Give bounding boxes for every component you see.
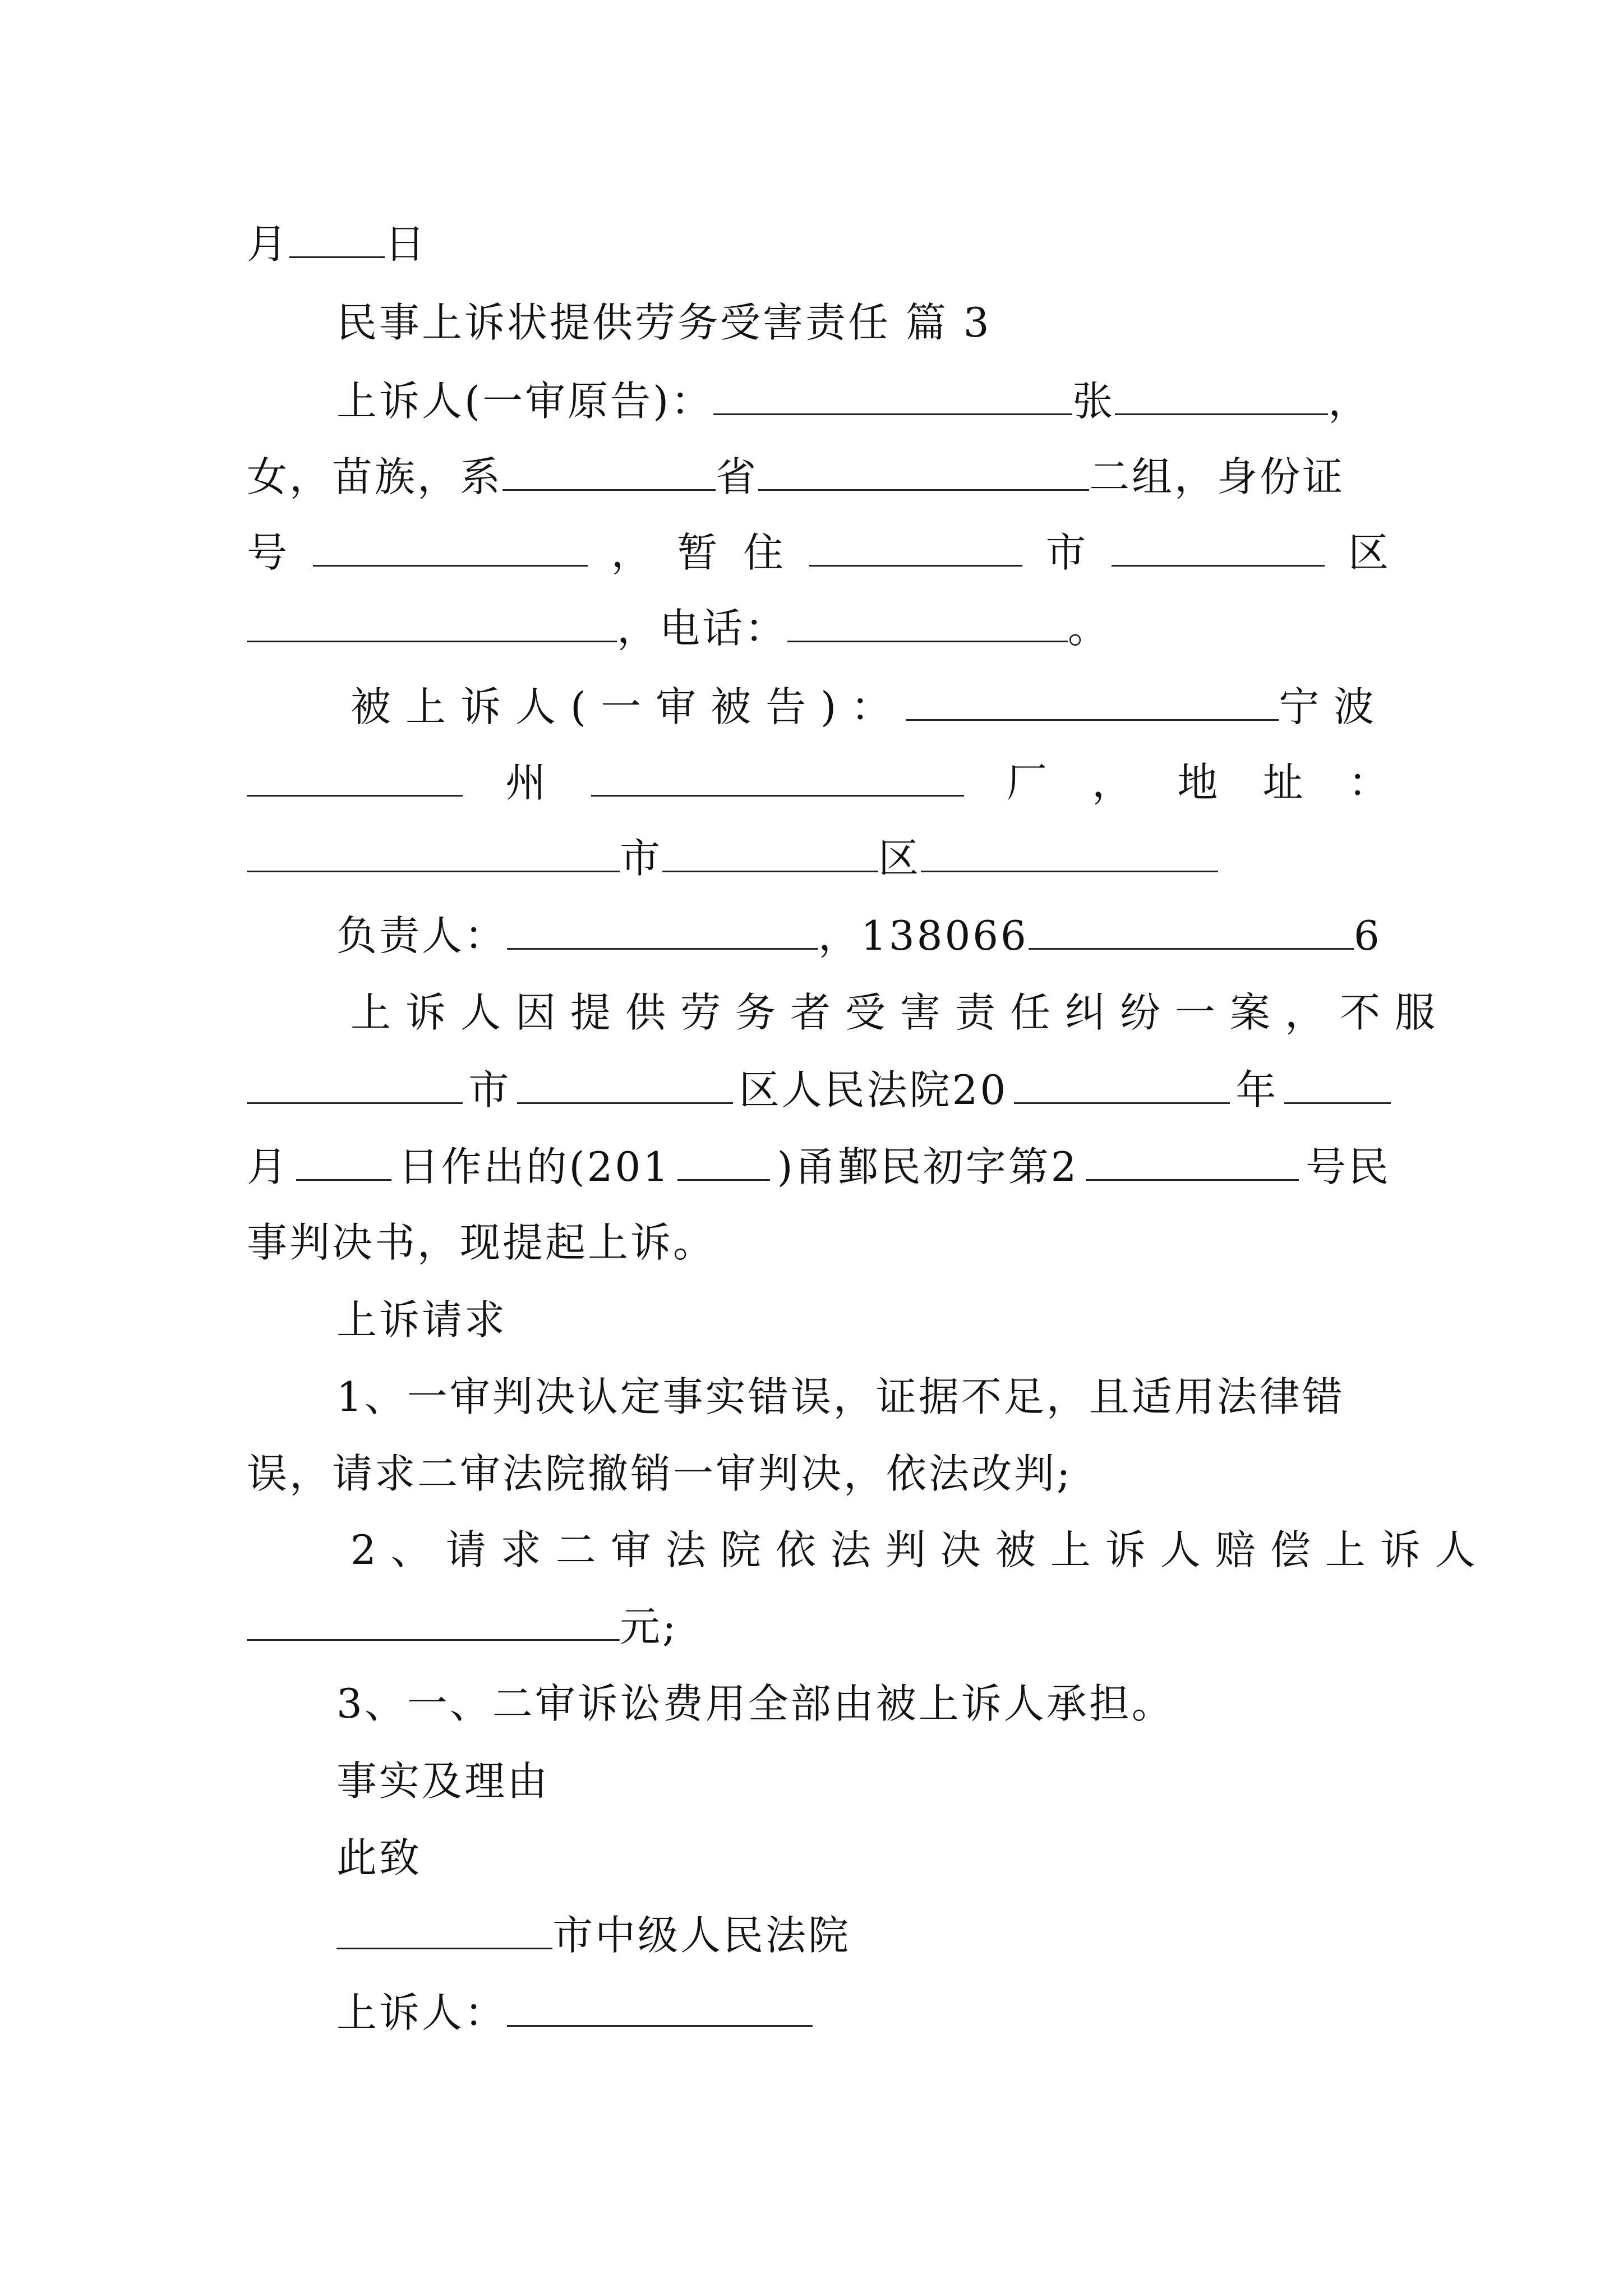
text: 月 <box>247 220 290 268</box>
text: 6 <box>1353 912 1382 959</box>
text: ，138066 <box>818 912 1029 959</box>
line-appellant-info <box>247 449 1391 505</box>
blank-line <box>336 1908 552 1949</box>
text: ： <box>1348 759 1391 806</box>
text: 上诉人： <box>336 1989 508 2036</box>
blank-line <box>507 909 818 950</box>
paragraph-line: 上诉人因提供劳务者受害责任纠纷一案，不服 <box>351 989 1450 1036</box>
text: 厂 <box>1006 759 1049 806</box>
addressee-court <box>336 1907 1391 1963</box>
text: 住 <box>743 529 786 576</box>
blank-line <box>662 831 878 872</box>
text: 负责人： <box>336 912 508 959</box>
text: 地 <box>1177 759 1220 806</box>
blank-line <box>677 1140 770 1181</box>
text: 州 <box>505 759 548 806</box>
text: 市 <box>468 1066 511 1114</box>
heading-facts-reasons: 事实及理由 <box>336 1757 550 1805</box>
text: 日 <box>385 220 428 268</box>
text: 市 <box>620 835 663 882</box>
text: ， <box>1328 378 1371 425</box>
text: 区 <box>1348 529 1391 576</box>
text: 区人民法院20 <box>739 1066 1008 1114</box>
line-appellee-factory <box>247 754 1391 811</box>
text: )甬鄞民初字第2 <box>777 1143 1079 1190</box>
text: 张 <box>1072 378 1115 425</box>
line-appellee-address <box>247 830 1391 886</box>
text: ， <box>1092 759 1135 806</box>
text: 暂 <box>677 529 720 576</box>
heading-appeal-requests: 上诉请求 <box>336 1296 508 1343</box>
signature-appellant <box>336 1985 1391 2041</box>
blank-line <box>906 680 1279 721</box>
paragraph-line: 事判决书，现提起上诉。 <box>247 1219 716 1266</box>
text: 址 <box>1262 759 1306 806</box>
blank-line <box>809 526 1022 567</box>
text: 号 <box>247 529 290 576</box>
text: 年 <box>1235 1066 1279 1114</box>
blank-line <box>517 1063 733 1104</box>
line-appellant <box>336 373 1391 429</box>
blank-line <box>507 1986 813 2027</box>
blank-line <box>787 601 1068 642</box>
text: 号民 <box>1305 1143 1391 1190</box>
text: 市 <box>1045 529 1089 576</box>
blank-line <box>296 1140 391 1181</box>
request-item-2: 2、请求二审法院依法判决被上诉人赔偿上诉人 <box>351 1526 1490 1573</box>
blank-line <box>1014 1063 1230 1104</box>
blank-line <box>247 756 463 797</box>
line-phone <box>247 600 1391 656</box>
blank-line <box>921 831 1218 872</box>
blank-line <box>713 374 1072 415</box>
blank-line <box>289 217 385 258</box>
blank-line <box>313 526 588 567</box>
blank-line <box>1112 526 1325 567</box>
line-appellee <box>351 679 1391 735</box>
text: 女，苗族，系 <box>247 453 503 500</box>
salutation: 此致 <box>336 1834 422 1881</box>
blank-line <box>502 450 716 491</box>
blank-line <box>591 756 964 797</box>
section-heading: 民事上诉状提供劳务受害责任 篇 3 <box>336 299 992 346</box>
text: 元; <box>620 1603 679 1650</box>
text: 。 <box>1068 605 1111 652</box>
blank-line <box>758 450 1089 491</box>
blank-line <box>1029 909 1354 950</box>
text: ， <box>611 529 654 576</box>
line-responsible-person <box>336 908 1391 964</box>
blank-line <box>247 1600 620 1641</box>
text: 省 <box>716 453 759 500</box>
text: 月 <box>247 1143 290 1190</box>
blank-line <box>1284 1063 1391 1104</box>
blank-line <box>1086 1140 1299 1181</box>
text: 区 <box>878 835 921 882</box>
blank-line <box>247 1063 463 1104</box>
text: ，电话： <box>617 605 788 652</box>
text: 市中级人民法院 <box>552 1912 851 1959</box>
text: 上诉人(一审原告)： <box>336 378 714 425</box>
blank-line <box>1115 374 1328 415</box>
line-id-address <box>247 524 1391 581</box>
request-item-3: 3、一、二审诉讼费用全部由被上诉人承担。 <box>336 1680 1174 1727</box>
blank-line <box>247 831 620 872</box>
line-court <box>247 1062 1391 1118</box>
text: 被上诉人(一审被告)： <box>351 683 906 730</box>
request-item-1: 1、一审判决认定事实错误，证据不足，且适用法律错 <box>336 1373 1345 1420</box>
line-month-day <box>247 216 1391 272</box>
text: 日作出的(201 <box>398 1143 671 1190</box>
text: 宁波 <box>1279 683 1389 730</box>
text: 二组，身份证 <box>1089 453 1345 500</box>
line-judgment-number <box>247 1139 1391 1195</box>
request-item-1-cont: 误，请求二审法院撤销一审判决，依法改判; <box>247 1450 1073 1497</box>
blank-line <box>247 601 617 642</box>
request-item-2-amount <box>247 1599 1391 1655</box>
